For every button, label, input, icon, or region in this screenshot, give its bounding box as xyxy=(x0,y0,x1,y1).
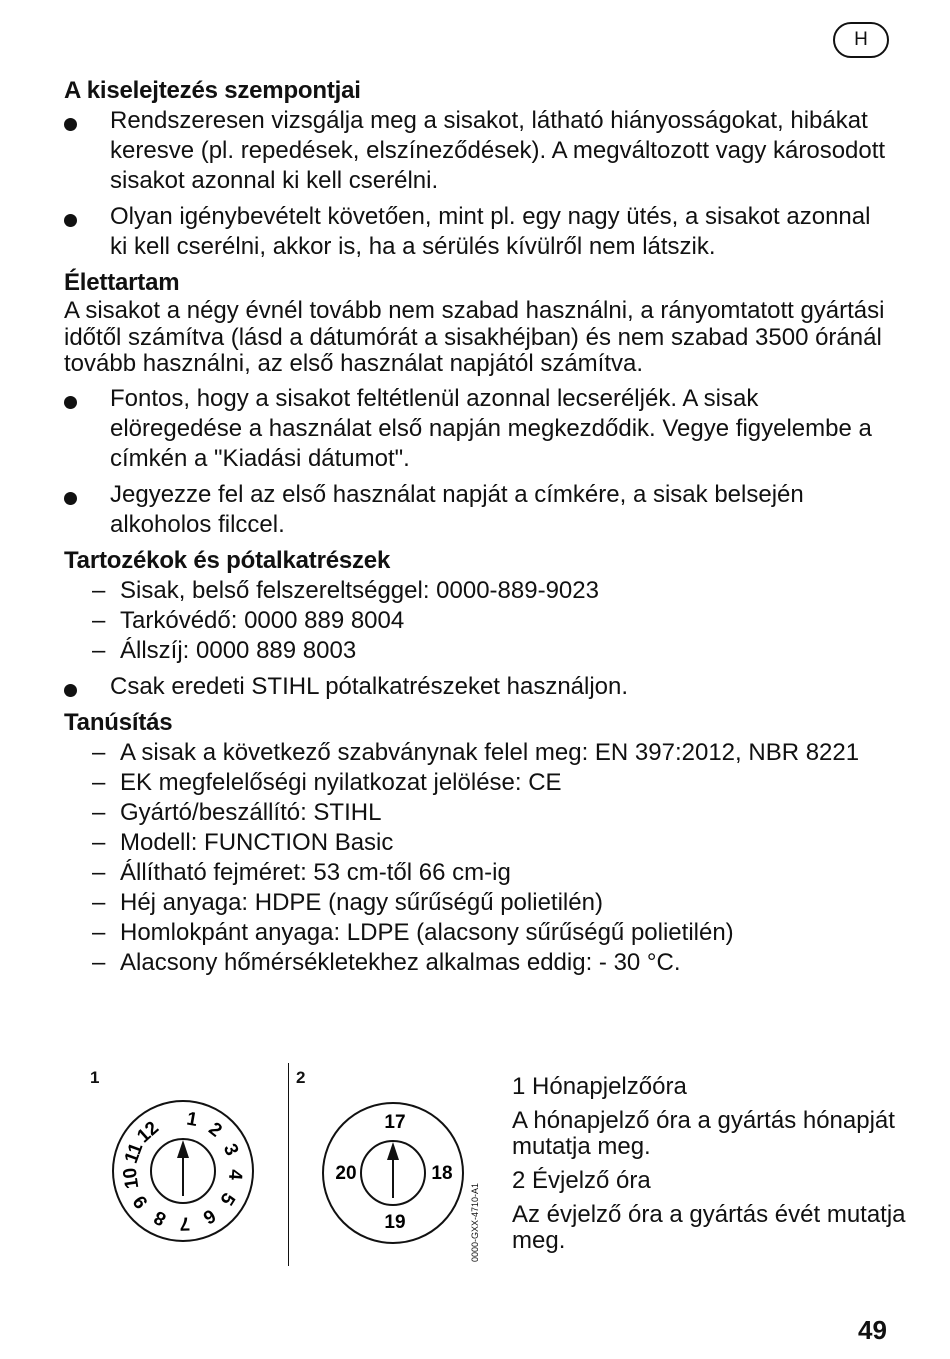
certification-item: – Homlokpánt anyaga: LDPE (alacsony sűrűségű polietilén) xyxy=(92,918,734,946)
month-label: 7 xyxy=(179,1212,191,1234)
bullet-dot-icon xyxy=(64,214,77,227)
figure-code: 0000-GXX-4710-A1 xyxy=(470,1182,480,1262)
figure-legend xyxy=(512,1072,912,1254)
page-number: 49 xyxy=(858,1315,887,1345)
certification-item: – Gyártó/beszállító: STIHL xyxy=(92,798,382,826)
month-label: 1 xyxy=(184,1108,200,1132)
certification-item: – EK megfelelőségi nyilatkozat jelölése: CE xyxy=(92,768,562,796)
lifetime-text: A sisakot a négy évnél tovább nem szabad használni, a rányomtatott gyártási időtől számítva (lásd a dátumórát a sisakhéjban) és nem szabad 3500 óránál tovább használni, az első használat napjától számítva. xyxy=(64,297,885,377)
year-label: 18 xyxy=(431,1163,453,1184)
lifetime-bullet-1: Fontos, hogy a sisakot feltétlenül azonnal lecseréljék. A sisak elöregedése a használat első napján megkezdődik. Vegye figyelembe a címkén a "Kiadási dátumot". xyxy=(64,384,894,474)
certification-item: – Állítható fejméret: 53 cm-től 66 cm-ig xyxy=(92,858,511,886)
certification-item: – Alacsony hőmérsékletekhez alkalmas eddig: - 30 °C. xyxy=(92,948,681,976)
bullet-dot-icon xyxy=(64,118,77,131)
certification-item: – Modell: FUNCTION Basic xyxy=(92,828,394,856)
disposal-bullet-2: Olyan igénybevételt követően, mint pl. egy nagy ütés, a sisakot azonnal ki kell cserélni, akkor is, ha a sérülés kívülről nem látszik. xyxy=(64,202,894,262)
accessory-bullet: Csak eredeti STIHL pótalkatrészeket használjon. xyxy=(64,672,894,702)
accessory-item: – Állszíj: 0000 889 8003 xyxy=(92,636,357,664)
section-title-certification: Tanúsítás xyxy=(64,708,173,736)
accessory-item: – Tarkóvédő: 0000 889 8004 xyxy=(92,606,405,634)
legend-title-month: 1 Hónapjelzőóra xyxy=(512,1073,687,1100)
section-title-lifetime: Élettartam xyxy=(64,269,180,296)
legend-text-month: A hónapjelző óra a gyártás hónapját mutatja meg. xyxy=(512,1107,895,1160)
month-label: 3 xyxy=(218,1140,243,1159)
bullet-dot-icon xyxy=(64,396,77,409)
lifetime-bullet-2: Jegyezze fel az első használat napját a címkére, a sisak belsején alkoholos filccel. xyxy=(64,480,894,540)
month-label: 5 xyxy=(215,1188,239,1209)
figure-divider xyxy=(288,1063,289,1266)
accessory-item: – Sisak, belső felszereltséggel: 0000-889-9023 xyxy=(92,576,599,604)
month-label: 6 xyxy=(199,1204,219,1228)
figure-label-1: 1 xyxy=(90,1068,100,1087)
bullet-dot-icon xyxy=(64,492,77,505)
year-label: 17 xyxy=(384,1112,406,1133)
month-dial-icon xyxy=(108,1096,258,1246)
legend-title-year: 2 Évjelző óra xyxy=(512,1167,651,1194)
figure-label-2: 2 xyxy=(296,1068,306,1087)
month-label: 11 xyxy=(120,1140,148,1167)
month-label: 8 xyxy=(150,1205,170,1230)
section-title-accessories: Tartozékok és pótalkatrészek xyxy=(64,546,391,574)
certification-item: – A sisak a következő szabványnak felel meg: EN 397:2012, NBR 8221 xyxy=(92,738,860,766)
month-label: 10 xyxy=(119,1166,144,1191)
main-content xyxy=(64,76,894,978)
month-label: 2 xyxy=(204,1118,226,1142)
year-dial-icon xyxy=(318,1098,468,1248)
month-label: 9 xyxy=(129,1191,153,1213)
bullet-dot-icon xyxy=(64,684,77,697)
year-label: 19 xyxy=(384,1212,406,1233)
legend-text-year: Az évjelző óra a gyártás évét mutatja meg. xyxy=(512,1201,906,1254)
month-label: 4 xyxy=(224,1168,246,1181)
year-label: 20 xyxy=(335,1163,357,1184)
disposal-bullet-1: Rendszeresen vizsgálja meg a sisakot, látható hiányosságokat, hibákat keresve (pl. repedések, elszíneződések). A megváltozott vagy károsodott sisakot azonnal ki kell cserélni. xyxy=(64,106,894,196)
month-label: 12 xyxy=(133,1117,164,1148)
language-badge: H xyxy=(833,22,889,58)
certification-item: – Héj anyaga: HDPE (nagy sűrűségű polietilén) xyxy=(92,888,603,916)
section-title-disposal: A kiselejtezés szempontjai xyxy=(64,77,361,104)
